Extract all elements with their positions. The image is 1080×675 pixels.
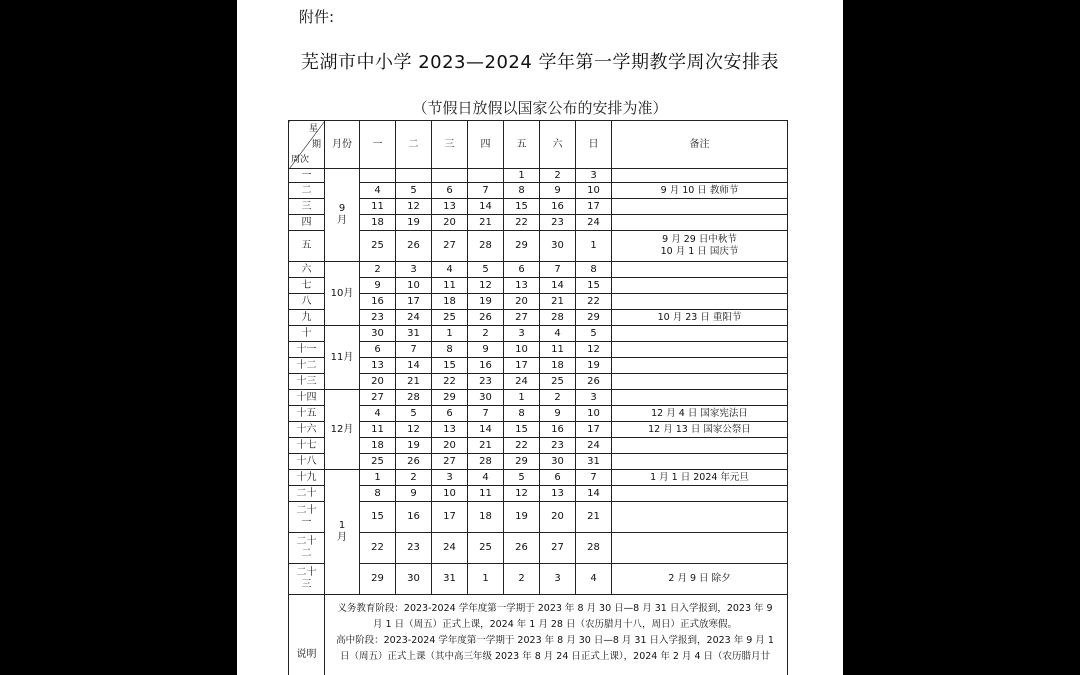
- day-cell: 3: [576, 169, 612, 183]
- week-number: 十六: [289, 422, 325, 438]
- day-cell: 30: [468, 390, 504, 406]
- week-row: [289, 183, 788, 199]
- day-cell: 11: [468, 486, 504, 502]
- note-cell: [612, 169, 788, 183]
- day-cell: 19: [396, 438, 432, 454]
- explanation-para-2: 高中阶段：2023-2024 学年度第一学期于 2023 年 8 月 30 日—8 月 31 日入学报到，2023 年 9 月 1 日（周五）正式上课（其中高三年级 2023 年 8 月 24 日正式上课），2024 年 2 月 4 日（农历腊月廿: [336, 635, 774, 662]
- week-row: [289, 310, 788, 326]
- day-cell: 4: [432, 262, 468, 278]
- week-number: 八: [289, 294, 325, 310]
- day-cell: 13: [432, 199, 468, 215]
- note-cell: 12 月 4 日 国家宪法日: [612, 406, 788, 422]
- day-cell: 27: [540, 533, 576, 564]
- day-cell: 16: [360, 294, 396, 310]
- day-cell: 24: [396, 310, 432, 326]
- day-cell: 31: [576, 454, 612, 470]
- day-cell: 2: [360, 262, 396, 278]
- day-cell: 18: [468, 502, 504, 533]
- day-cell: 28: [468, 231, 504, 262]
- note-cell: 2 月 9 日 除夕: [612, 564, 788, 595]
- week-row: [289, 438, 788, 454]
- day-cell: 6: [432, 406, 468, 422]
- note-cell: [612, 278, 788, 294]
- day-cell: 8: [432, 342, 468, 358]
- day-cell: 27: [360, 390, 396, 406]
- week-number: 九: [289, 310, 325, 326]
- day-cell: 3: [432, 470, 468, 486]
- day-cell: 14: [468, 199, 504, 215]
- day-cell: 8: [576, 262, 612, 278]
- week-number: 十五: [289, 406, 325, 422]
- day-cell: 22: [432, 374, 468, 390]
- header-note: 备注: [612, 121, 788, 169]
- header-day-tue: 二: [396, 121, 432, 169]
- day-cell: 25: [432, 310, 468, 326]
- day-cell: 21: [468, 438, 504, 454]
- day-cell: 9: [540, 183, 576, 199]
- day-cell: [468, 169, 504, 183]
- day-cell: 22: [576, 294, 612, 310]
- day-cell: 10: [432, 486, 468, 502]
- week-number: 三: [289, 199, 325, 215]
- day-cell: 13: [360, 358, 396, 374]
- day-cell: 21: [468, 215, 504, 231]
- week-number: 十八: [289, 454, 325, 470]
- day-cell: 17: [576, 422, 612, 438]
- note-cell: [612, 326, 788, 342]
- day-cell: 4: [360, 406, 396, 422]
- week-row: [289, 533, 788, 564]
- day-cell: 30: [540, 231, 576, 262]
- week-row: [289, 342, 788, 358]
- explanation-label: 说明: [289, 595, 325, 675]
- day-cell: 13: [432, 422, 468, 438]
- day-cell: 26: [396, 454, 432, 470]
- day-cell: 8: [504, 406, 540, 422]
- day-cell: 1: [504, 390, 540, 406]
- day-cell: 29: [360, 564, 396, 595]
- month-cell: 10月: [325, 262, 360, 326]
- note-cell: 9 月 29 日中秋节 10 月 1 日 国庆节: [612, 231, 788, 262]
- day-cell: 1: [468, 564, 504, 595]
- day-cell: 2: [468, 326, 504, 342]
- schedule-table: [288, 120, 788, 675]
- day-cell: 10: [576, 406, 612, 422]
- note-cell: 12 月 13 日 国家公祭日: [612, 422, 788, 438]
- day-cell: 16: [396, 502, 432, 533]
- day-cell: [360, 169, 396, 183]
- week-number: 二十 三: [289, 564, 325, 595]
- week-row: [289, 422, 788, 438]
- week-number: 二十 一: [289, 502, 325, 533]
- day-cell: [432, 169, 468, 183]
- day-cell: 9: [360, 278, 396, 294]
- day-cell: 2: [504, 564, 540, 595]
- day-cell: 30: [360, 326, 396, 342]
- day-cell: 23: [360, 310, 396, 326]
- day-cell: 13: [504, 278, 540, 294]
- day-cell: 30: [540, 454, 576, 470]
- day-cell: 19: [504, 502, 540, 533]
- day-cell: 22: [504, 215, 540, 231]
- day-cell: 1: [432, 326, 468, 342]
- week-row: [289, 326, 788, 342]
- week-row: [289, 502, 788, 533]
- month-cell: 12月: [325, 390, 360, 470]
- document-title: 芜湖市中小学 2023—2024 学年第一学期教学周次安排表: [300, 52, 780, 73]
- day-cell: 5: [396, 406, 432, 422]
- day-cell: 15: [360, 502, 396, 533]
- note-cell: [612, 374, 788, 390]
- day-cell: 3: [504, 326, 540, 342]
- header-day-thu: 四: [468, 121, 504, 169]
- day-cell: 17: [396, 294, 432, 310]
- day-cell: 21: [396, 374, 432, 390]
- week-row: [289, 406, 788, 422]
- day-cell: 10: [576, 183, 612, 199]
- header-day-sat: 六: [540, 121, 576, 169]
- week-number: 四: [289, 215, 325, 231]
- day-cell: 12: [504, 486, 540, 502]
- day-cell: 23: [540, 438, 576, 454]
- week-row: [289, 454, 788, 470]
- note-cell: [612, 215, 788, 231]
- note-cell: 10 月 23 日 重阳节: [612, 310, 788, 326]
- note-cell: [612, 438, 788, 454]
- day-cell: 23: [468, 374, 504, 390]
- day-cell: 24: [432, 533, 468, 564]
- day-cell: 1: [360, 470, 396, 486]
- day-cell: 20: [504, 294, 540, 310]
- month-cell: 11月: [325, 326, 360, 390]
- week-row: [289, 390, 788, 406]
- day-cell: 2: [396, 470, 432, 486]
- day-cell: 27: [504, 310, 540, 326]
- day-cell: 31: [432, 564, 468, 595]
- day-cell: 2: [540, 390, 576, 406]
- day-cell: 8: [504, 183, 540, 199]
- day-cell: 3: [576, 390, 612, 406]
- week-row: [289, 199, 788, 215]
- day-cell: 20: [360, 374, 396, 390]
- day-cell: 3: [396, 262, 432, 278]
- day-cell: 29: [504, 231, 540, 262]
- note-cell: [612, 486, 788, 502]
- header-diag-mid: 期: [311, 140, 321, 150]
- day-cell: 18: [360, 215, 396, 231]
- day-cell: 7: [468, 406, 504, 422]
- week-row: [289, 262, 788, 278]
- header-diag-top: 星: [308, 124, 318, 134]
- week-row: [289, 564, 788, 595]
- day-cell: 4: [540, 326, 576, 342]
- header-diag-bottom: 周次: [291, 155, 310, 165]
- week-row: [289, 231, 788, 262]
- day-cell: 25: [360, 454, 396, 470]
- day-cell: 20: [432, 215, 468, 231]
- note-cell: [612, 262, 788, 278]
- day-cell: 7: [576, 470, 612, 486]
- day-cell: 22: [360, 533, 396, 564]
- header-day-wed: 三: [432, 121, 468, 169]
- day-cell: 23: [396, 533, 432, 564]
- day-cell: 14: [540, 278, 576, 294]
- day-cell: 18: [540, 358, 576, 374]
- day-cell: 24: [576, 215, 612, 231]
- day-cell: 6: [504, 262, 540, 278]
- day-cell: 4: [360, 183, 396, 199]
- week-number: 二十 二: [289, 533, 325, 564]
- day-cell: 12: [396, 199, 432, 215]
- day-cell: 2: [540, 169, 576, 183]
- day-cell: 6: [432, 183, 468, 199]
- day-cell: 6: [360, 342, 396, 358]
- header-diagonal-cell: [289, 121, 325, 169]
- day-cell: 26: [504, 533, 540, 564]
- header-day-fri: 五: [504, 121, 540, 169]
- day-cell: 12: [576, 342, 612, 358]
- day-cell: 27: [432, 231, 468, 262]
- day-cell: 9: [540, 406, 576, 422]
- day-cell: 20: [432, 438, 468, 454]
- week-number: 十一: [289, 342, 325, 358]
- week-number: 二十: [289, 486, 325, 502]
- day-cell: 7: [396, 342, 432, 358]
- day-cell: 28: [396, 390, 432, 406]
- note-cell: [612, 390, 788, 406]
- day-cell: 15: [504, 422, 540, 438]
- day-cell: 16: [468, 358, 504, 374]
- day-cell: 13: [540, 486, 576, 502]
- note-cell: [612, 294, 788, 310]
- header-day-mon: 一: [360, 121, 396, 169]
- day-cell: 28: [540, 310, 576, 326]
- day-cell: 12: [396, 422, 432, 438]
- week-number: 十二: [289, 358, 325, 374]
- note-cell: [612, 533, 788, 564]
- week-row: [289, 294, 788, 310]
- day-cell: 5: [396, 183, 432, 199]
- day-cell: 7: [540, 262, 576, 278]
- day-cell: 15: [504, 199, 540, 215]
- day-cell: 26: [576, 374, 612, 390]
- day-cell: 25: [540, 374, 576, 390]
- week-number: 十四: [289, 390, 325, 406]
- day-cell: 21: [576, 502, 612, 533]
- day-cell: 19: [396, 215, 432, 231]
- day-cell: 10: [396, 278, 432, 294]
- document-page: [237, 0, 843, 675]
- day-cell: 5: [576, 326, 612, 342]
- day-cell: 20: [540, 502, 576, 533]
- day-cell: 24: [576, 438, 612, 454]
- week-row: [289, 486, 788, 502]
- week-number: 七: [289, 278, 325, 294]
- day-cell: 11: [360, 199, 396, 215]
- day-cell: 28: [576, 533, 612, 564]
- day-cell: 15: [432, 358, 468, 374]
- day-cell: 26: [396, 231, 432, 262]
- day-cell: 5: [504, 470, 540, 486]
- day-cell: 4: [576, 564, 612, 595]
- note-cell: 9 月 10 日 教师节: [612, 183, 788, 199]
- day-cell: 9: [468, 342, 504, 358]
- day-cell: 18: [432, 294, 468, 310]
- week-row: [289, 374, 788, 390]
- day-cell: 17: [504, 358, 540, 374]
- note-cell: 1 月 1 日 2024 年元旦: [612, 470, 788, 486]
- day-cell: 30: [396, 564, 432, 595]
- day-cell: 16: [540, 199, 576, 215]
- note-cell: [612, 358, 788, 374]
- day-cell: 15: [576, 278, 612, 294]
- day-cell: 29: [432, 390, 468, 406]
- schedule-body: [289, 169, 788, 595]
- explanation-cell: [325, 595, 788, 675]
- day-cell: 5: [468, 262, 504, 278]
- day-cell: 8: [360, 486, 396, 502]
- day-cell: 7: [468, 183, 504, 199]
- day-cell: 4: [468, 470, 504, 486]
- day-cell: 6: [540, 470, 576, 486]
- attachment-label: 附件:: [299, 8, 335, 26]
- day-cell: 3: [540, 564, 576, 595]
- day-cell: 25: [360, 231, 396, 262]
- explanation-row: [289, 595, 788, 675]
- note-cell: [612, 454, 788, 470]
- month-cell: 9 月: [325, 169, 360, 262]
- day-cell: 27: [432, 454, 468, 470]
- day-cell: 1: [576, 231, 612, 262]
- day-cell: 29: [576, 310, 612, 326]
- day-cell: 1: [504, 169, 540, 183]
- day-cell: [396, 169, 432, 183]
- day-cell: 31: [396, 326, 432, 342]
- week-number: 六: [289, 262, 325, 278]
- week-number: 二: [289, 183, 325, 199]
- day-cell: 24: [504, 374, 540, 390]
- document-subtitle: （节假日放假以国家公布的安排为准）: [412, 99, 668, 117]
- month-cell: 1 月: [325, 470, 360, 595]
- day-cell: 21: [540, 294, 576, 310]
- day-cell: 12: [468, 278, 504, 294]
- day-cell: 9: [396, 486, 432, 502]
- day-cell: 17: [576, 199, 612, 215]
- day-cell: 17: [432, 502, 468, 533]
- week-row: [289, 358, 788, 374]
- day-cell: 14: [576, 486, 612, 502]
- day-cell: 25: [468, 533, 504, 564]
- day-cell: 26: [468, 310, 504, 326]
- week-number: 十七: [289, 438, 325, 454]
- day-cell: 19: [468, 294, 504, 310]
- week-number: 五: [289, 231, 325, 262]
- day-cell: 14: [468, 422, 504, 438]
- explanation-para-1: 义务教育阶段：2023-2024 学年度第一学期于 2023 年 8 月 30 日—8 月 31 日入学报到，2023 年 9 月 1 日（周五）正式上课，2024 年 1 月 28 日（农历腊月十八，周日）正式放寒假。: [337, 603, 773, 630]
- note-cell: [612, 342, 788, 358]
- day-cell: 11: [540, 342, 576, 358]
- header-day-sun: 日: [576, 121, 612, 169]
- day-cell: 10: [504, 342, 540, 358]
- week-row: [289, 470, 788, 486]
- day-cell: 19: [576, 358, 612, 374]
- day-cell: 28: [468, 454, 504, 470]
- day-cell: 23: [540, 215, 576, 231]
- day-cell: 11: [432, 278, 468, 294]
- week-row: [289, 215, 788, 231]
- day-cell: 18: [360, 438, 396, 454]
- day-cell: 11: [360, 422, 396, 438]
- day-cell: 22: [504, 438, 540, 454]
- week-number: 一: [289, 169, 325, 183]
- day-cell: 14: [396, 358, 432, 374]
- day-cell: 29: [504, 454, 540, 470]
- day-cell: 16: [540, 422, 576, 438]
- week-number: 十九: [289, 470, 325, 486]
- week-number: 十: [289, 326, 325, 342]
- week-row: [289, 169, 788, 183]
- note-cell: [612, 199, 788, 215]
- week-number: 十三: [289, 374, 325, 390]
- week-row: [289, 278, 788, 294]
- table-header-row: [289, 121, 788, 169]
- header-month: 月份: [325, 121, 360, 169]
- note-cell: [612, 502, 788, 533]
